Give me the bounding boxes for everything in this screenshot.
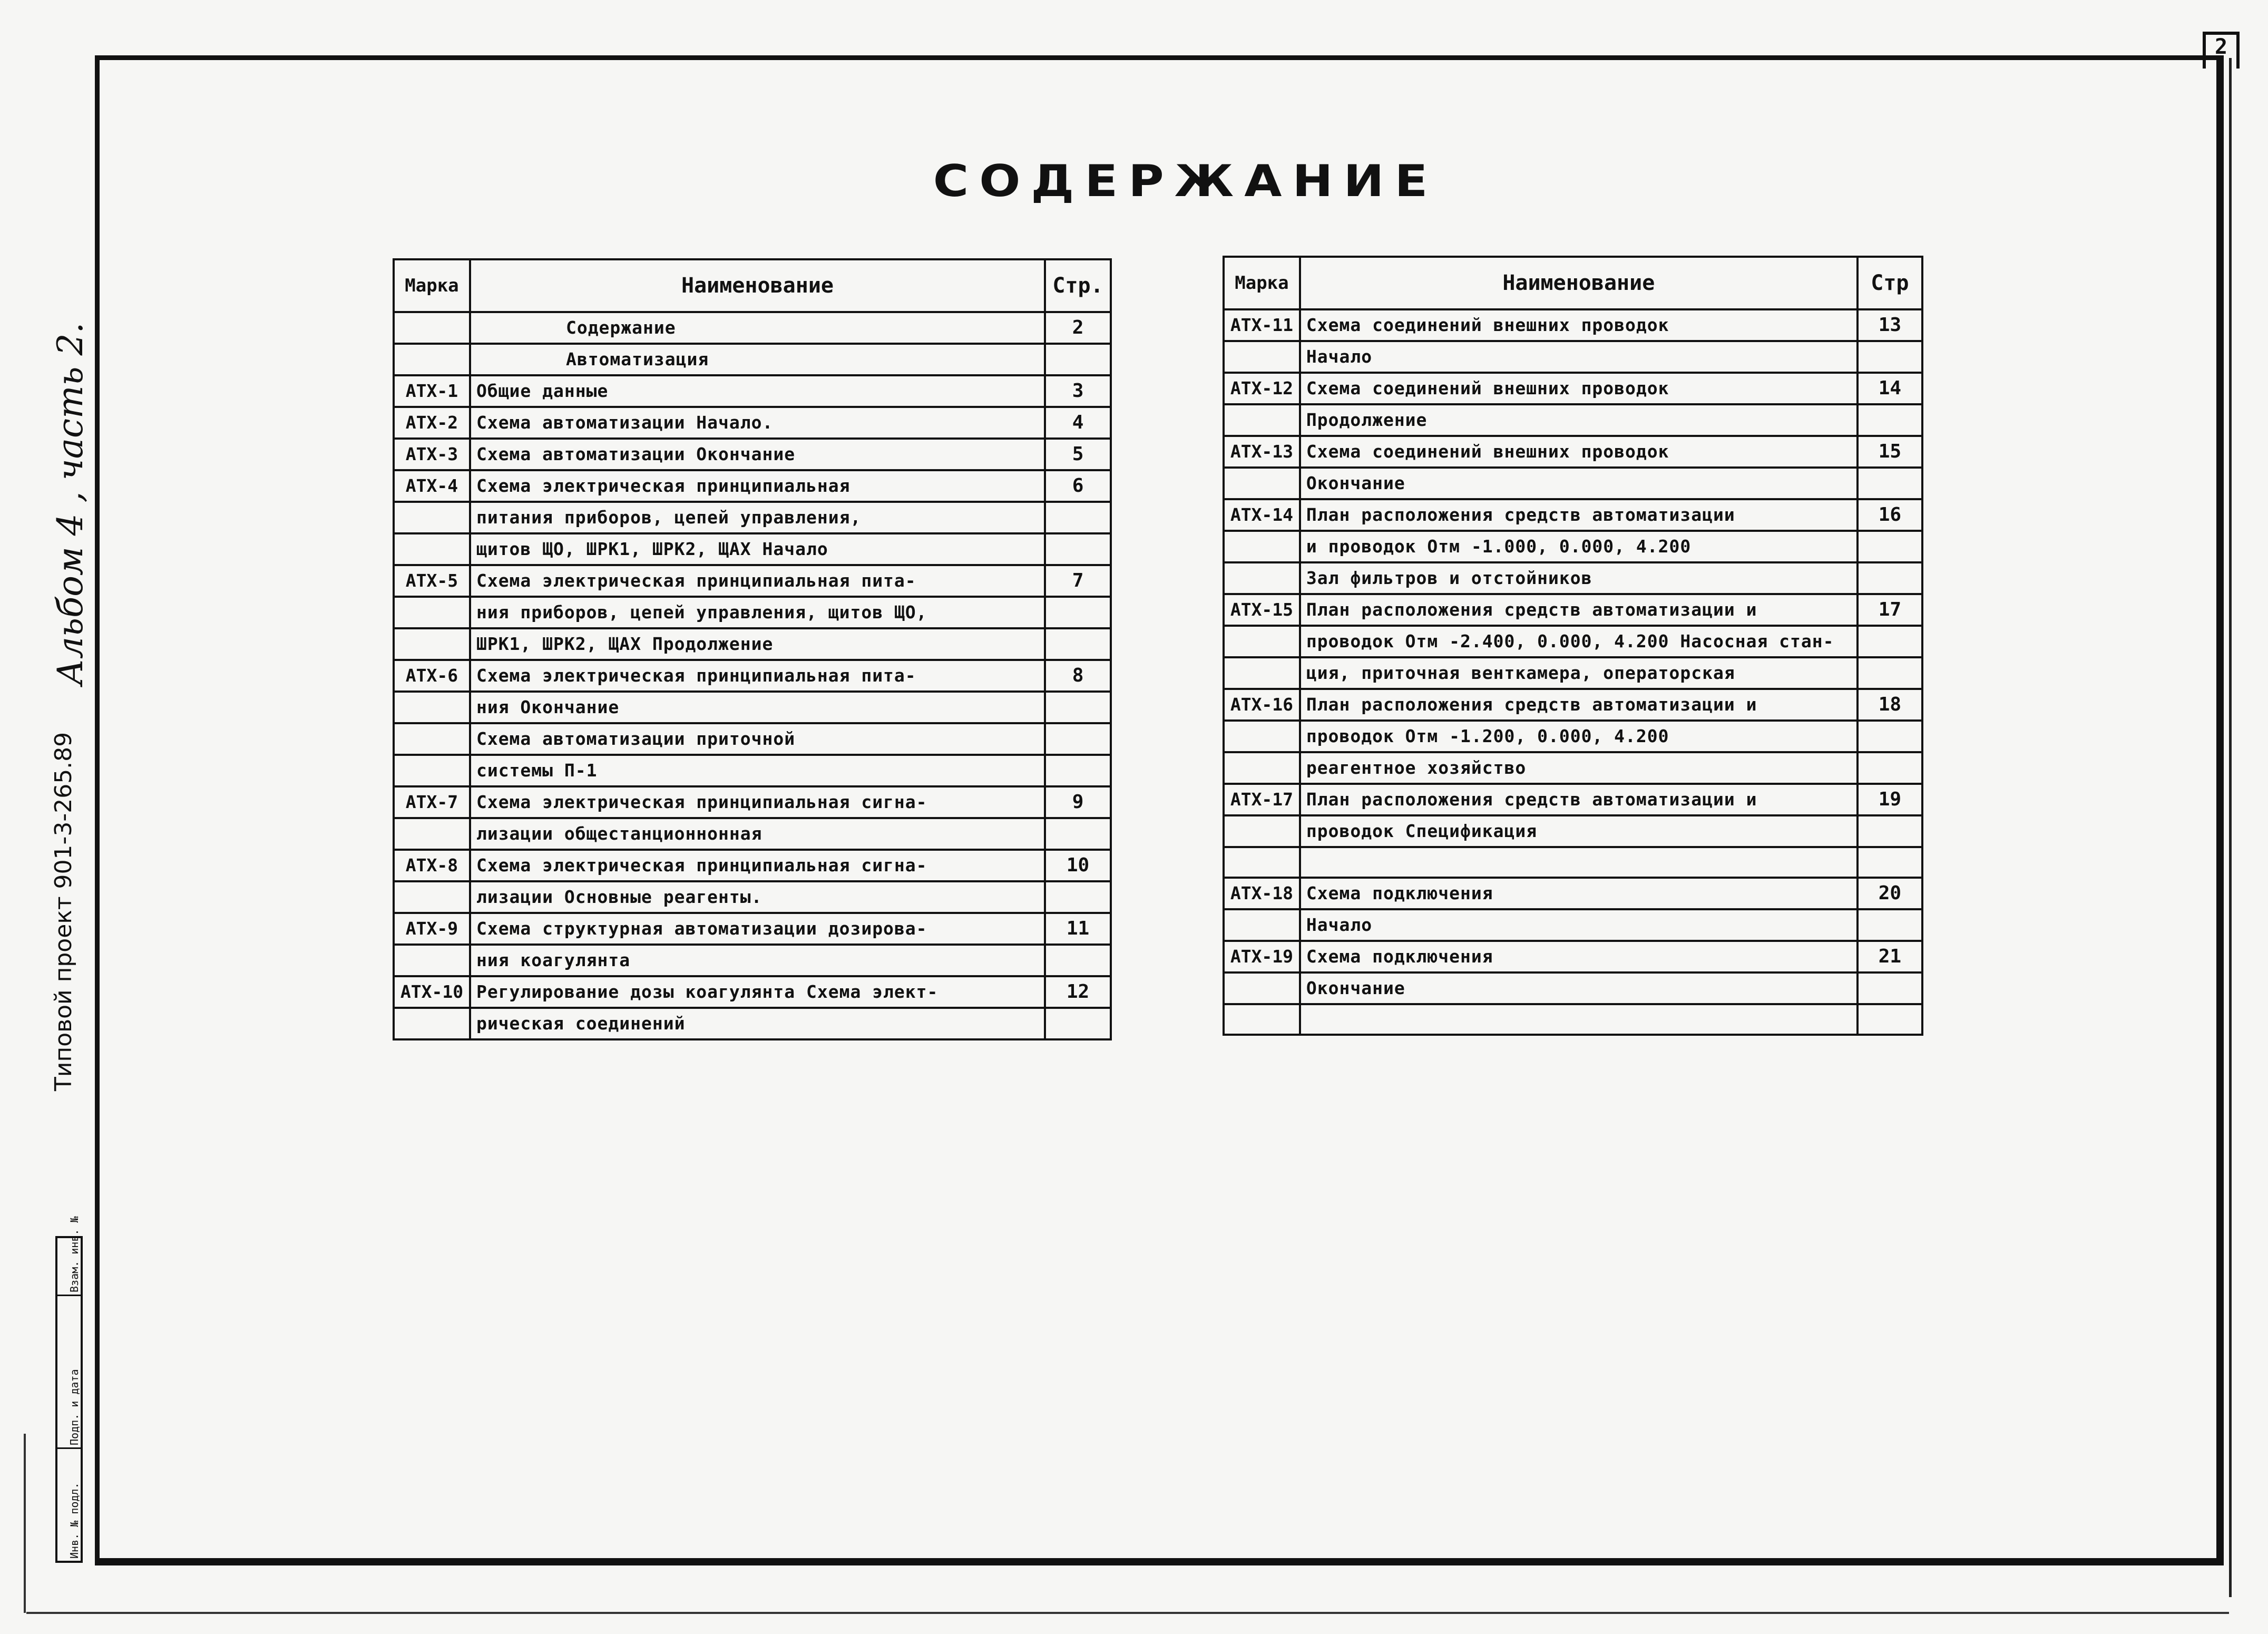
- mark-cell: АТХ-17: [1224, 784, 1300, 815]
- page-cell: 14: [1858, 373, 1922, 404]
- name-cell: реагентное хозяйство: [1300, 752, 1858, 784]
- page-cell: 7: [1045, 565, 1111, 597]
- name-cell: Зал фильтров и отстойников: [1300, 562, 1858, 594]
- table-row: [1224, 531, 1922, 562]
- stamp-label: Инв. № подл.: [68, 1482, 81, 1559]
- name-cell: Схема автоматизации Начало.: [470, 407, 1045, 439]
- name-cell: проводок Отм -1.200, 0.000, 4.200: [1300, 721, 1858, 752]
- table-row: [1224, 1004, 1922, 1035]
- table-row: [394, 628, 1111, 660]
- name-cell: Регулирование дозы коагулянта Схема элект-: [470, 976, 1045, 1008]
- page-cell: 9: [1045, 786, 1111, 818]
- page-cell: [1045, 502, 1111, 533]
- page-cell: [1045, 344, 1111, 375]
- mark-cell: [394, 597, 470, 628]
- name-cell: Схема подключения: [1300, 878, 1858, 909]
- mark-cell: АТХ-4: [394, 470, 470, 502]
- page-cell: [1858, 721, 1922, 752]
- table-row: [394, 439, 1111, 470]
- column-header-page: Стр.: [1045, 259, 1111, 312]
- mark-cell: [394, 312, 470, 344]
- name-cell: ния Окончание: [470, 692, 1045, 723]
- page-cell: 16: [1858, 499, 1922, 531]
- name-cell: План расположения средств автоматизации и: [1300, 689, 1858, 721]
- mark-cell: [1224, 531, 1300, 562]
- table-row: [394, 344, 1111, 375]
- table-row: [394, 470, 1111, 502]
- name-cell: Схема соединений внешних проводок: [1300, 436, 1858, 468]
- mark-cell: АТХ-8: [394, 850, 470, 881]
- table-row: [394, 312, 1111, 344]
- page-cell: 3: [1045, 375, 1111, 407]
- column-header-name: Наименование: [470, 259, 1045, 312]
- table-row: [1224, 341, 1922, 373]
- page-cell: [1858, 909, 1922, 941]
- mark-cell: [1224, 657, 1300, 689]
- mark-cell: АТХ-13: [1224, 436, 1300, 468]
- name-cell: Схема соединений внешних проводок: [1300, 309, 1858, 341]
- approval-stamp: [55, 1216, 83, 1563]
- mark-cell: АТХ-11: [1224, 309, 1300, 341]
- name-cell: ния приборов, цепей управления, щитов ЩО,: [470, 597, 1045, 628]
- name-cell: Схема электрическая принципиальная сигна-: [470, 786, 1045, 818]
- table-row: [394, 976, 1111, 1008]
- name-cell: рическая соединений: [470, 1008, 1045, 1039]
- mark-cell: [394, 533, 470, 565]
- page-cell: 10: [1045, 850, 1111, 881]
- table-row: [1224, 909, 1922, 941]
- page-cell: [1045, 597, 1111, 628]
- page-cell: [1858, 847, 1922, 878]
- page-cell: 5: [1045, 439, 1111, 470]
- column-header-name: Наименование: [1300, 257, 1858, 309]
- page-cell: [1858, 531, 1922, 562]
- table-row: [1224, 594, 1922, 626]
- name-cell: [1300, 847, 1858, 878]
- name-cell: Схема подключения: [1300, 941, 1858, 972]
- column-header-mark: Марка: [1224, 257, 1300, 309]
- mark-cell: [394, 755, 470, 786]
- mark-cell: [394, 502, 470, 533]
- mark-cell: [1224, 468, 1300, 499]
- page-cell: 8: [1045, 660, 1111, 692]
- name-cell: питания приборов, цепей управления,: [470, 502, 1045, 533]
- page-cell: 4: [1045, 407, 1111, 439]
- name-cell: План расположения средств автоматизации и: [1300, 594, 1858, 626]
- table-row: [1224, 499, 1922, 531]
- table-header-row: [1224, 257, 1922, 309]
- page-cell: [1045, 945, 1111, 976]
- name-cell: ния коагулянта: [470, 945, 1045, 976]
- mark-cell: [394, 723, 470, 755]
- table-row: [1224, 657, 1922, 689]
- name-cell: лизации Основные реагенты.: [470, 881, 1045, 913]
- mark-cell: [1224, 341, 1300, 373]
- table-row: [394, 881, 1111, 913]
- name-cell: Общие данные: [470, 375, 1045, 407]
- name-cell: Схема электрическая принципиальная сигна-: [470, 850, 1045, 881]
- page-cell: [1858, 626, 1922, 657]
- table-row: [1224, 941, 1922, 972]
- name-cell: Схема автоматизации Окончание: [470, 439, 1045, 470]
- table-row: [1224, 404, 1922, 436]
- table-row: [1224, 847, 1922, 878]
- name-cell: Содержание: [470, 312, 1045, 344]
- table-row: [1224, 626, 1922, 657]
- column-header-page: Стр: [1858, 257, 1922, 309]
- outer-trim-line-right: [2229, 58, 2232, 1597]
- table-row: [394, 850, 1111, 881]
- table-row: [394, 786, 1111, 818]
- page-cell: 11: [1045, 913, 1111, 945]
- name-cell: План расположения средств автоматизации и: [1300, 784, 1858, 815]
- table-row: [394, 597, 1111, 628]
- mark-cell: АТХ-16: [1224, 689, 1300, 721]
- page-cell: [1858, 752, 1922, 784]
- mark-cell: [1224, 404, 1300, 436]
- page-cell: 20: [1858, 878, 1922, 909]
- name-cell: Схема структурная автоматизации дозирова-: [470, 913, 1045, 945]
- table-header-row: [394, 259, 1111, 312]
- mark-cell: АТХ-14: [1224, 499, 1300, 531]
- mark-cell: АТХ-3: [394, 439, 470, 470]
- page-cell: 18: [1858, 689, 1922, 721]
- stamp-cell-signature: [57, 1296, 81, 1449]
- name-cell: Автоматизация: [470, 344, 1045, 375]
- table-row: [394, 723, 1111, 755]
- table-row: [1224, 878, 1922, 909]
- stamp-label: Взам. инв. №: [68, 1216, 81, 1292]
- column-header-mark: Марка: [394, 259, 470, 312]
- table-row: [1224, 689, 1922, 721]
- page-cell: [1858, 562, 1922, 594]
- name-cell: Схема соединений внешних проводок: [1300, 373, 1858, 404]
- name-cell: Схема электрическая принципиальная пита-: [470, 660, 1045, 692]
- name-cell: Начало: [1300, 341, 1858, 373]
- table-row: [1224, 562, 1922, 594]
- name-cell: [1300, 1004, 1858, 1035]
- mark-cell: АТХ-5: [394, 565, 470, 597]
- mark-cell: АТХ-10: [394, 976, 470, 1008]
- page-cell: 13: [1858, 309, 1922, 341]
- table-row: [1224, 721, 1922, 752]
- page-cell: 6: [1045, 470, 1111, 502]
- page-cell: 17: [1858, 594, 1922, 626]
- table-row: [394, 407, 1111, 439]
- page-cell: [1858, 657, 1922, 689]
- mark-cell: АТХ-2: [394, 407, 470, 439]
- table-row: [394, 660, 1111, 692]
- name-cell: Окончание: [1300, 468, 1858, 499]
- mark-cell: [1224, 815, 1300, 847]
- table-row: [1224, 468, 1922, 499]
- page-cell: [1045, 818, 1111, 850]
- page-cell: [1045, 755, 1111, 786]
- page-cell: [1045, 533, 1111, 565]
- stamp-label: Подп. и дата: [68, 1369, 81, 1445]
- mark-cell: АТХ-1: [394, 375, 470, 407]
- table-row: [1224, 752, 1922, 784]
- mark-cell: АТХ-18: [1224, 878, 1300, 909]
- page-cell: 15: [1858, 436, 1922, 468]
- mark-cell: [1224, 1004, 1300, 1035]
- mark-cell: АТХ-9: [394, 913, 470, 945]
- mark-cell: [394, 881, 470, 913]
- page-cell: 2: [1045, 312, 1111, 344]
- mark-cell: [394, 692, 470, 723]
- name-cell: системы П-1: [470, 755, 1045, 786]
- page-cell: [1045, 881, 1111, 913]
- table-row: [1224, 309, 1922, 341]
- page-cell: [1858, 468, 1922, 499]
- table-row: [1224, 373, 1922, 404]
- mark-cell: [394, 945, 470, 976]
- mark-cell: [1224, 752, 1300, 784]
- mark-cell: [394, 1008, 470, 1039]
- page-cell: 12: [1045, 976, 1111, 1008]
- page-cell: [1045, 628, 1111, 660]
- table-row: [394, 375, 1111, 407]
- name-cell: Окончание: [1300, 972, 1858, 1004]
- stamp-cell-replace: [57, 1216, 81, 1296]
- name-cell: проводок Спецификация: [1300, 815, 1858, 847]
- table-row: [394, 913, 1111, 945]
- stamp-cell-inventory: [57, 1449, 81, 1561]
- table-row: [394, 945, 1111, 976]
- name-cell: и проводок Отм -1.000, 0.000, 4.200: [1300, 531, 1858, 562]
- mark-cell: [1224, 562, 1300, 594]
- name-cell: Схема электрическая принципиальная: [470, 470, 1045, 502]
- table-row: [394, 1008, 1111, 1039]
- contents-table-right: [1223, 256, 1923, 1036]
- album-label: Альбом 4 , часть 2.: [50, 322, 91, 685]
- table-row: [1224, 815, 1922, 847]
- project-label: Типовой проект 901-3-265.89: [50, 732, 77, 1091]
- table-row: [394, 818, 1111, 850]
- name-cell: проводок Отм -2.400, 0.000, 4.200 Насосная стан-: [1300, 626, 1858, 657]
- page-cell: [1045, 1008, 1111, 1039]
- table-row: [394, 565, 1111, 597]
- table-row: [394, 692, 1111, 723]
- name-cell: План расположения средств автоматизации: [1300, 499, 1858, 531]
- page-cell: [1858, 404, 1922, 436]
- mark-cell: АТХ-12: [1224, 373, 1300, 404]
- mark-cell: [394, 818, 470, 850]
- mark-cell: [1224, 909, 1300, 941]
- mark-cell: [394, 344, 470, 375]
- name-cell: ШРК1, ШРК2, ЩАХ Продолжение: [470, 628, 1045, 660]
- table-row: [394, 755, 1111, 786]
- name-cell: Схема автоматизации приточной: [470, 723, 1045, 755]
- mark-cell: [1224, 721, 1300, 752]
- name-cell: лизации общестанционнонная: [470, 818, 1045, 850]
- mark-cell: АТХ-15: [1224, 594, 1300, 626]
- mark-cell: [1224, 626, 1300, 657]
- mark-cell: [1224, 847, 1300, 878]
- table-row: [1224, 784, 1922, 815]
- table-row: [394, 533, 1111, 565]
- mark-cell: [1224, 972, 1300, 1004]
- outer-trim-line-bottom: [26, 1612, 2229, 1614]
- name-cell: Продолжение: [1300, 404, 1858, 436]
- name-cell: Схема электрическая принципиальная пита-: [470, 565, 1045, 597]
- page-cell: 21: [1858, 941, 1922, 972]
- contents-table-left: [393, 258, 1112, 1040]
- page-cell: [1045, 692, 1111, 723]
- page-cell: [1858, 972, 1922, 1004]
- page-cell: 19: [1858, 784, 1922, 815]
- page-number: 2: [2203, 32, 2240, 69]
- name-cell: щитов ЩО, ШРК1, ШРК2, ЩАХ Начало: [470, 533, 1045, 565]
- name-cell: Начало: [1300, 909, 1858, 941]
- table-row: [394, 502, 1111, 533]
- name-cell: ция, приточная венткамера, операторская: [1300, 657, 1858, 689]
- mark-cell: АТХ-19: [1224, 941, 1300, 972]
- mark-cell: АТХ-6: [394, 660, 470, 692]
- page-cell: [1858, 341, 1922, 373]
- page-cell: [1858, 1004, 1922, 1035]
- outer-trim-line-left: [24, 1434, 26, 1613]
- page-cell: [1858, 815, 1922, 847]
- table-row: [1224, 972, 1922, 1004]
- table-row: [1224, 436, 1922, 468]
- page-title: СОДЕРЖАНИЕ: [933, 155, 1439, 207]
- page-cell: [1045, 723, 1111, 755]
- mark-cell: [394, 628, 470, 660]
- mark-cell: АТХ-7: [394, 786, 470, 818]
